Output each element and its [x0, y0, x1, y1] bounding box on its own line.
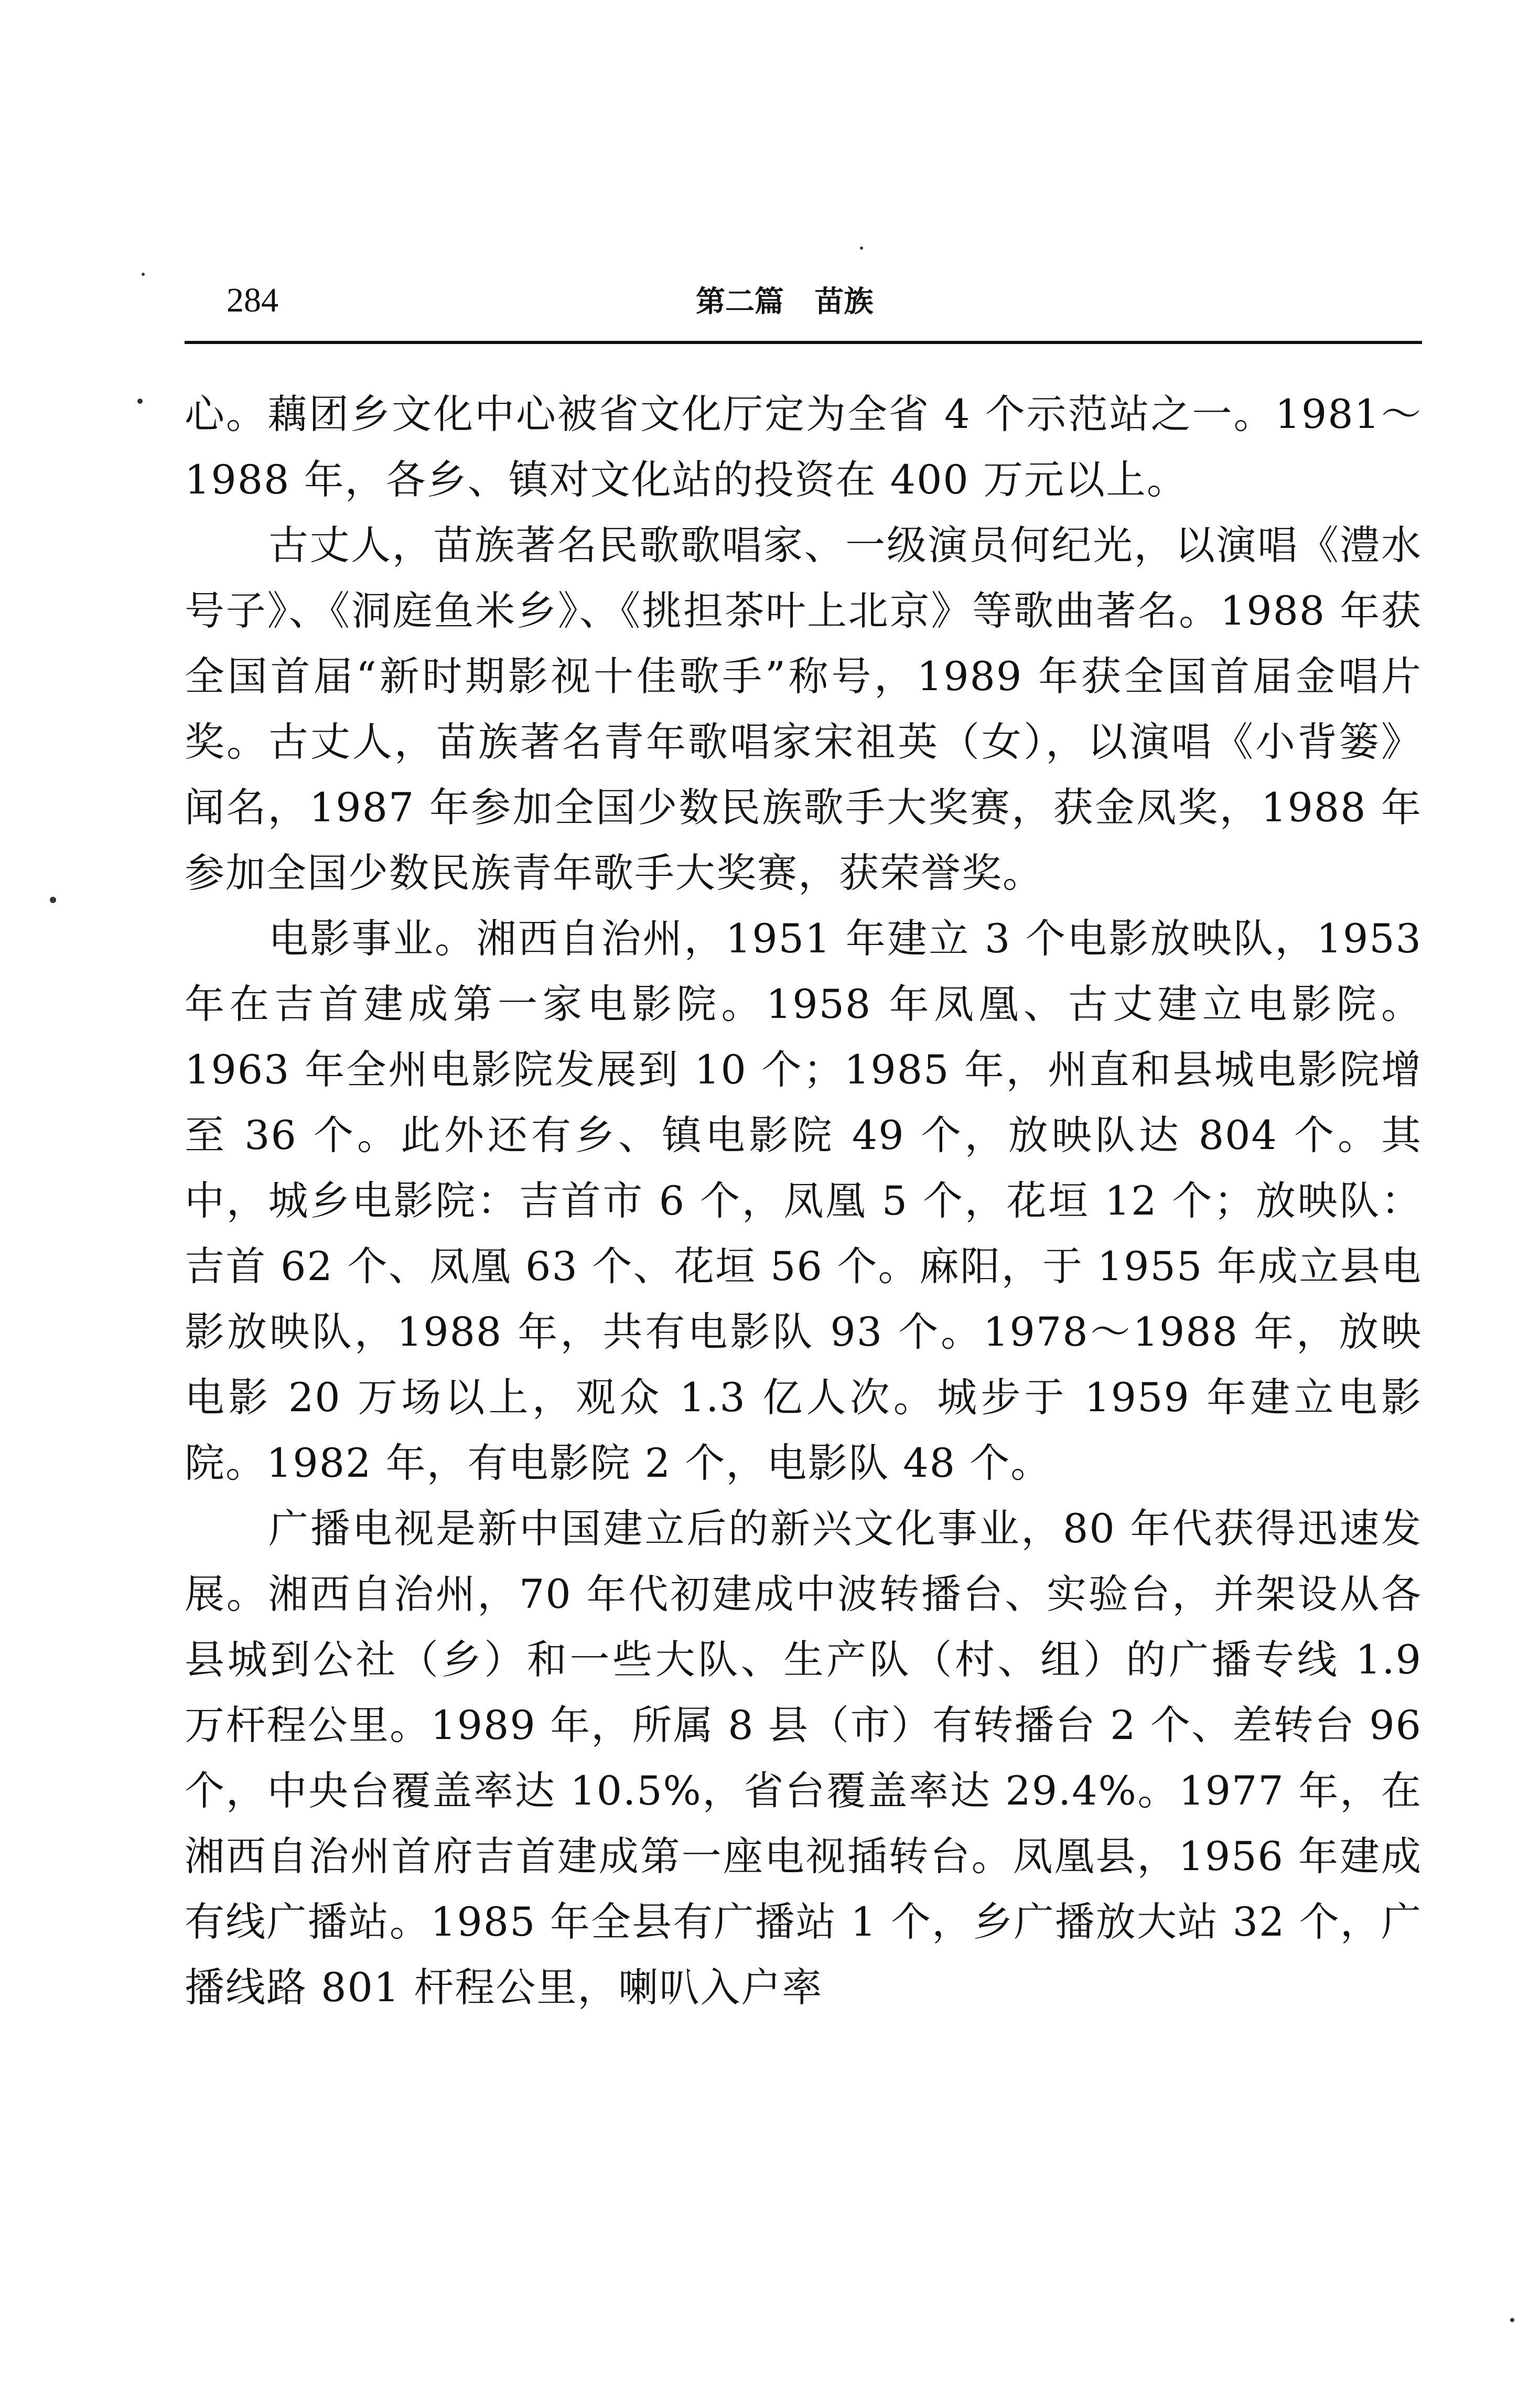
scan-speck: [1510, 2318, 1514, 2322]
header-rule: [185, 341, 1422, 344]
page-header: [185, 273, 1422, 351]
scan-speck: [50, 897, 56, 903]
paragraph-continued: 心。藕团乡文化中心被省文化厅定为全省 4 个示范站之一。1981～1988 年，各乡、镇对文化站的投资在 400 万元以上。: [185, 391, 1422, 503]
paragraph-singers: 古丈人，苗族著名民歌歌唱家、一级演员何纪光，以演唱《澧水号子》、《洞庭鱼米乡》、《挑担茶叶上北京》等歌曲著名。1988 年获全国首届“新时期影视十佳歌手”称号，1989 年获全国首届金唱片奖。古丈人，苗族著名青年歌唱家宋祖英（女），以演唱《小背篓》闻名，1987 年参加全国少数民族歌手大奖赛，获金凤奖，1988 年参加全国少数民族青年歌手大奖赛，获荣誉奖。: [185, 522, 1422, 896]
paragraph-film: 电影事业。湘西自治州，1951 年建立 3 个电影放映队，1953 年在吉首建成第一家电影院。1958 年凤凰、古丈建立电影院。1963 年全州电影院发展到 10 个；1985 年，州直和县城电影院增至 36 个。此外还有乡、镇电影院 49 个，放映队达 804 个。其中，城乡电影院：吉首市 6 个，凤凰 5 个，花垣 12 个；放映队：吉首 62 个、凤凰 63 个、花垣 56 个。麻阳，于 1955 年成立县电影放映队，1988 年，共有电影队 93 个。1978～1988 年，放映电影 20 万场以上，观众 1.3 亿人次。城步于 1959 年建立电影院。1982 年，有电影院 2 个，电影队 48 个。: [185, 915, 1422, 1486]
body-text: [185, 381, 1422, 2020]
paragraph-broadcast: 广播电视是新中国建立后的新兴文化事业，80 年代获得迅速发展。湘西自治州，70 年代初建成中波转播台、实验台，并架设从各县城到公社（乡）和一些大队、生产队（村、组）的广播专线 1.9 万杆程公里。1989 年，所属 8 县（市）有转播台 2 个、差转台 96 个，中央台覆盖率达 10.5%，省台覆盖率达 29.4%。1977 年，在湘西自治州首府吉首建成第一座电视插转台。凤凰县，1956 年建成有线广播站。1985 年全县有广播站 1 个，乡广播放大站 32 个，广播线路 801 杆程公里，喇叭入户率: [185, 1505, 1422, 2011]
scan-speck: [142, 273, 145, 276]
page-number: 284: [227, 281, 278, 319]
running-head: 第二篇 苗族: [696, 285, 874, 319]
scan-speck: [860, 246, 863, 250]
scan-speck: [137, 399, 143, 404]
